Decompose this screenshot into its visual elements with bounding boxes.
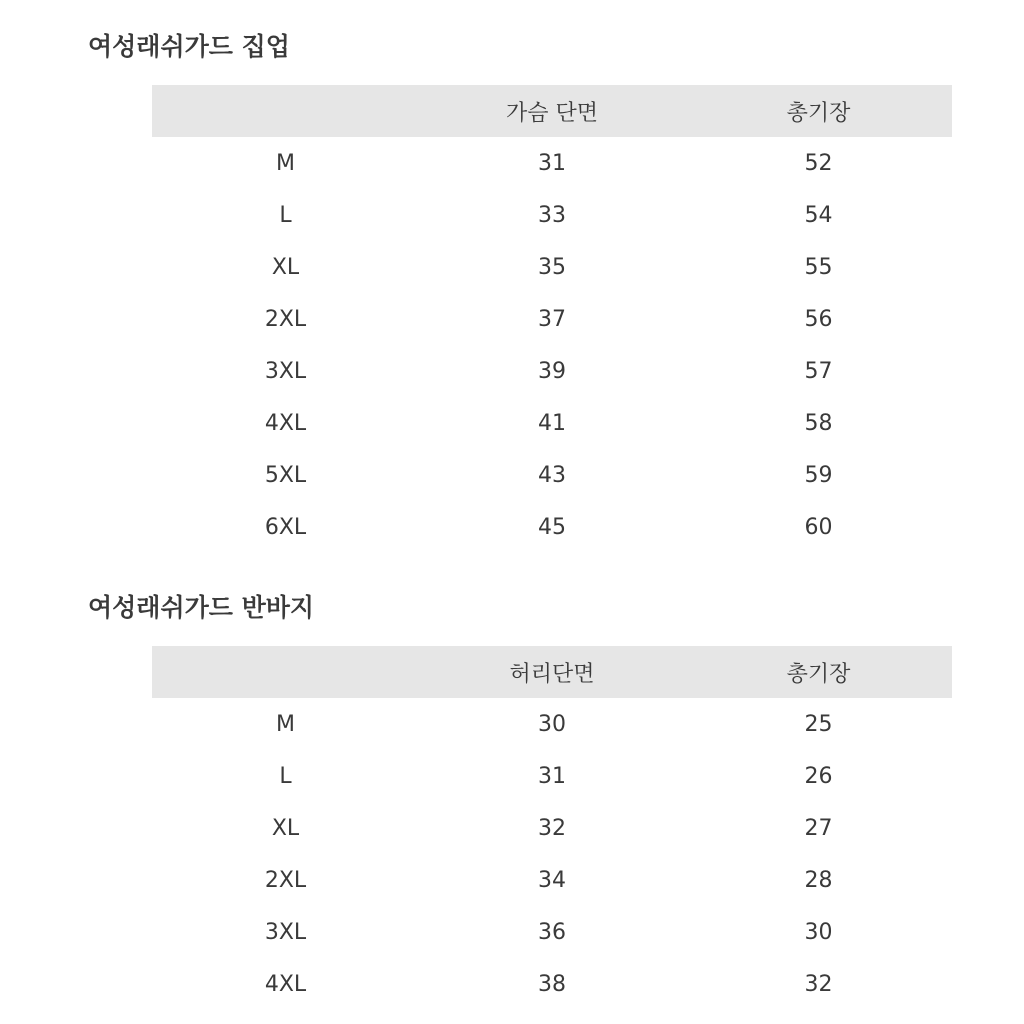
total-length-cell: 25 <box>804 711 833 737</box>
waist-width-cell: 38 <box>538 971 566 997</box>
total-length-cell: 27 <box>804 815 833 841</box>
zipup-size-table <box>152 85 952 553</box>
size-cell: 2XL <box>264 306 307 332</box>
total-length-cell: 52 <box>804 150 833 176</box>
shorts-section-title: 여성래쉬가드 반바지 <box>88 593 315 622</box>
total-length-cell: 28 <box>804 867 833 893</box>
chest-width-cell: 37 <box>538 306 566 332</box>
header-size <box>152 646 419 698</box>
table-row <box>152 449 952 501</box>
total-length-cell: 54 <box>804 202 833 228</box>
zipup-table-body <box>152 137 952 553</box>
size-cell: 4XL <box>264 410 307 436</box>
size-cell: M <box>276 150 295 176</box>
total-length-cell: 30 <box>804 919 833 945</box>
waist-width-cell: 31 <box>538 763 566 789</box>
size-cell: XL <box>271 815 300 841</box>
size-cell: L <box>279 202 292 228</box>
table-row <box>152 501 952 553</box>
table-row <box>152 958 952 1010</box>
zipup-section-title: 여성래쉬가드 집업 <box>88 32 290 61</box>
shorts-size-table <box>152 646 952 1010</box>
total-length-cell: 59 <box>804 462 833 488</box>
size-cell: M <box>276 711 295 737</box>
size-cell: 6XL <box>264 514 307 540</box>
table-row <box>152 137 952 189</box>
table-row <box>152 802 952 854</box>
table-row <box>152 750 952 802</box>
waist-width-cell: 36 <box>538 919 566 945</box>
total-length-cell: 55 <box>804 254 833 280</box>
size-cell: 5XL <box>264 462 307 488</box>
table-row <box>152 698 952 750</box>
waist-width-cell: 30 <box>538 711 566 737</box>
header-size <box>152 85 419 137</box>
waist-width-cell: 32 <box>538 815 566 841</box>
chest-width-cell: 33 <box>538 202 566 228</box>
total-length-cell: 56 <box>804 306 833 332</box>
shorts-table-header <box>152 646 952 698</box>
shorts-table-body <box>152 698 952 1010</box>
header-row <box>152 646 952 698</box>
size-cell: L <box>279 763 292 789</box>
total-length-cell: 57 <box>804 358 833 384</box>
size-cell: XL <box>271 254 300 280</box>
chest-width-cell: 31 <box>538 150 566 176</box>
header-total-length: 총기장 <box>685 85 952 137</box>
chest-width-cell: 35 <box>538 254 566 280</box>
total-length-cell: 32 <box>804 971 833 997</box>
table-row <box>152 345 952 397</box>
header-total-length: 총기장 <box>685 646 952 698</box>
table-row <box>152 397 952 449</box>
size-cell: 4XL <box>264 971 307 997</box>
table-row <box>152 293 952 345</box>
total-length-cell: 26 <box>804 763 833 789</box>
zipup-table-header <box>152 85 952 137</box>
table-row <box>152 189 952 241</box>
chest-width-cell: 41 <box>538 410 566 436</box>
chest-width-cell: 45 <box>538 514 566 540</box>
header-row <box>152 85 952 137</box>
waist-width-cell: 34 <box>538 867 566 893</box>
chest-width-cell: 39 <box>538 358 566 384</box>
chest-width-cell: 43 <box>538 462 566 488</box>
total-length-cell: 60 <box>804 514 833 540</box>
header-chest-width: 가슴 단면 <box>419 85 685 137</box>
table-row <box>152 241 952 293</box>
size-cell: 3XL <box>264 919 307 945</box>
table-row <box>152 906 952 958</box>
size-cell: 3XL <box>264 358 307 384</box>
total-length-cell: 58 <box>804 410 833 436</box>
size-cell: 2XL <box>264 867 307 893</box>
header-waist-width: 허리단면 <box>419 646 685 698</box>
table-row <box>152 854 952 906</box>
